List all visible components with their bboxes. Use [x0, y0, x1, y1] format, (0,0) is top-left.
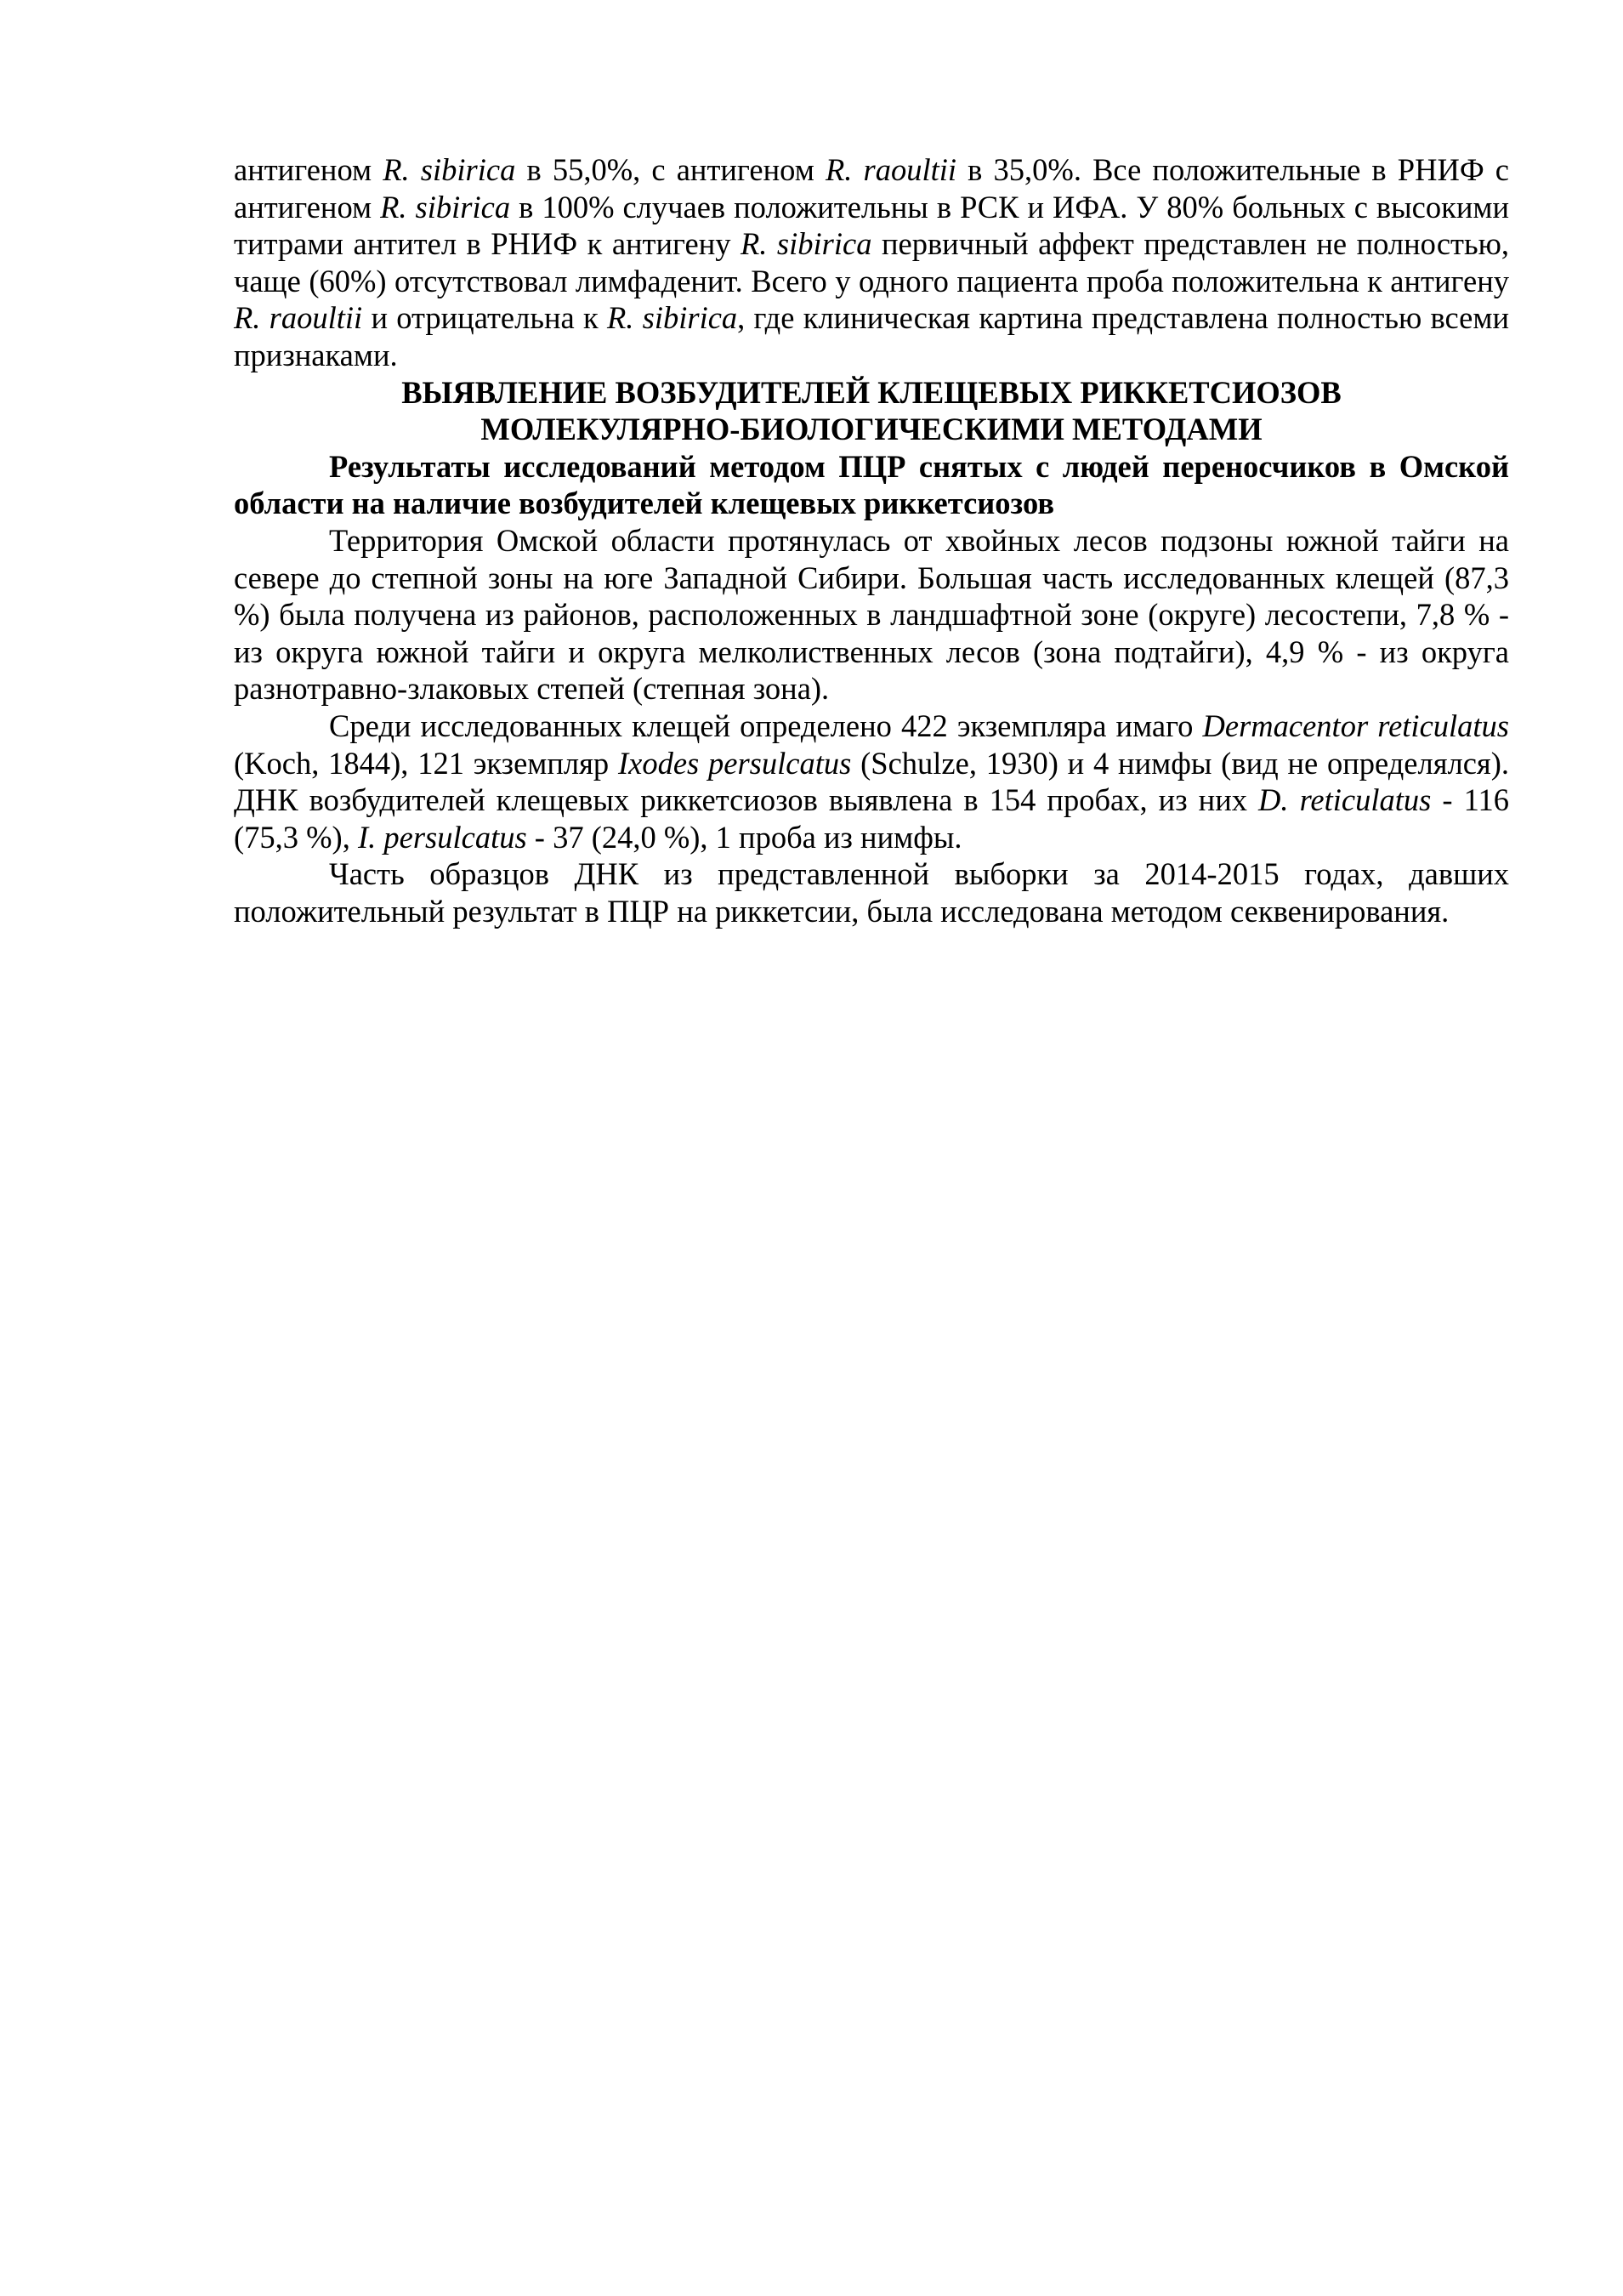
subsection-heading: Результаты исследований методом ПЦР снятых с людей переносчиков в Омской области на наличие возбудителей клещевых риккетсиозов [234, 448, 1509, 521]
text-run: в 35,0%. Все положительные в РНИФ с антигеном [234, 152, 1509, 224]
species-name: R. raoultii [234, 300, 363, 336]
text-run: - 116 (75,3 %), [234, 782, 1509, 855]
species-name: R. sibirica [383, 152, 516, 187]
document-page [234, 151, 1509, 929]
species-name: Ixodes persulcatus [617, 745, 852, 781]
text-run: антигеном [234, 152, 383, 187]
section-heading [234, 374, 1509, 448]
text-run: (Schulze, 1930) и 4 нимфы (вид не определялся). ДНК возбудителей клещевых риккетсиозов выявлена в 154 пробах, из них [234, 745, 1509, 818]
paragraph-territory: Территория Омской области протянулась от хвойных лесов подзоны южной тайги на севере до степной зоны на юге Западной Сибири. Большая часть исследованных клещей (87,3 %) была получена из районов, расположенных в ландшафтной зоне (округе) лесостепи, 7,8 % - из округа южной тайги и округа мелколиственных лесов (зона подтайги), 4,9 % - из округа разнотравно-злаковых степей (степная зона). [234, 522, 1509, 707]
species-name: R. raoultii [825, 152, 957, 187]
text-run: , где клиническая картина представлена полностью всеми признаками. [234, 300, 1509, 372]
section-heading-line: МОЛЕКУЛЯРНО-БИОЛОГИЧЕСКИМИ МЕТОДАМИ [480, 412, 1263, 447]
paragraph-ticks-studied [234, 708, 1509, 855]
species-name: R. sibirica [606, 300, 738, 336]
text-run: Среди исследованных клещей определено 422 экземпляра имаго [329, 708, 1203, 743]
text-run: - 37 (24,0 %), 1 проба из нимфы. [526, 819, 962, 855]
species-name: I. persulcatus [357, 819, 527, 855]
text-run: и отрицательна к [362, 300, 607, 336]
species-name: R. sibirica [741, 226, 872, 262]
paragraph-serology-results [234, 151, 1509, 374]
text-run: (Koch, 1844), 121 экземпляр [234, 745, 618, 781]
species-name: R. sibirica [380, 189, 511, 224]
text-run: в 55,0%, с антигеном [515, 152, 826, 187]
text-run: первичный аффект представлен не полностью, чаще (60%) отсутствовал лимфаденит. Всего у одного пациента проба положительна к антигену [234, 226, 1510, 298]
species-name: D. reticulatus [1258, 782, 1432, 818]
species-name: Dermacentor reticulatus [1202, 708, 1510, 743]
paragraph-sequencing: Часть образцов ДНК из представленной выборки за 2014-2015 годах, давших положительный результат в ПЦР на риккетсии, была исследована методом секвенирования. [234, 856, 1509, 929]
section-heading-line: ВЫЯВЛЕНИЕ ВОЗБУДИТЕЛЕЙ КЛЕЩЕВЫХ РИККЕТСИОЗОВ [401, 374, 1342, 410]
text-run: в 100% случаев положительны в РСК и ИФА. У 80% больных с высокими титрами антител в РНИФ к антигену [234, 189, 1510, 262]
